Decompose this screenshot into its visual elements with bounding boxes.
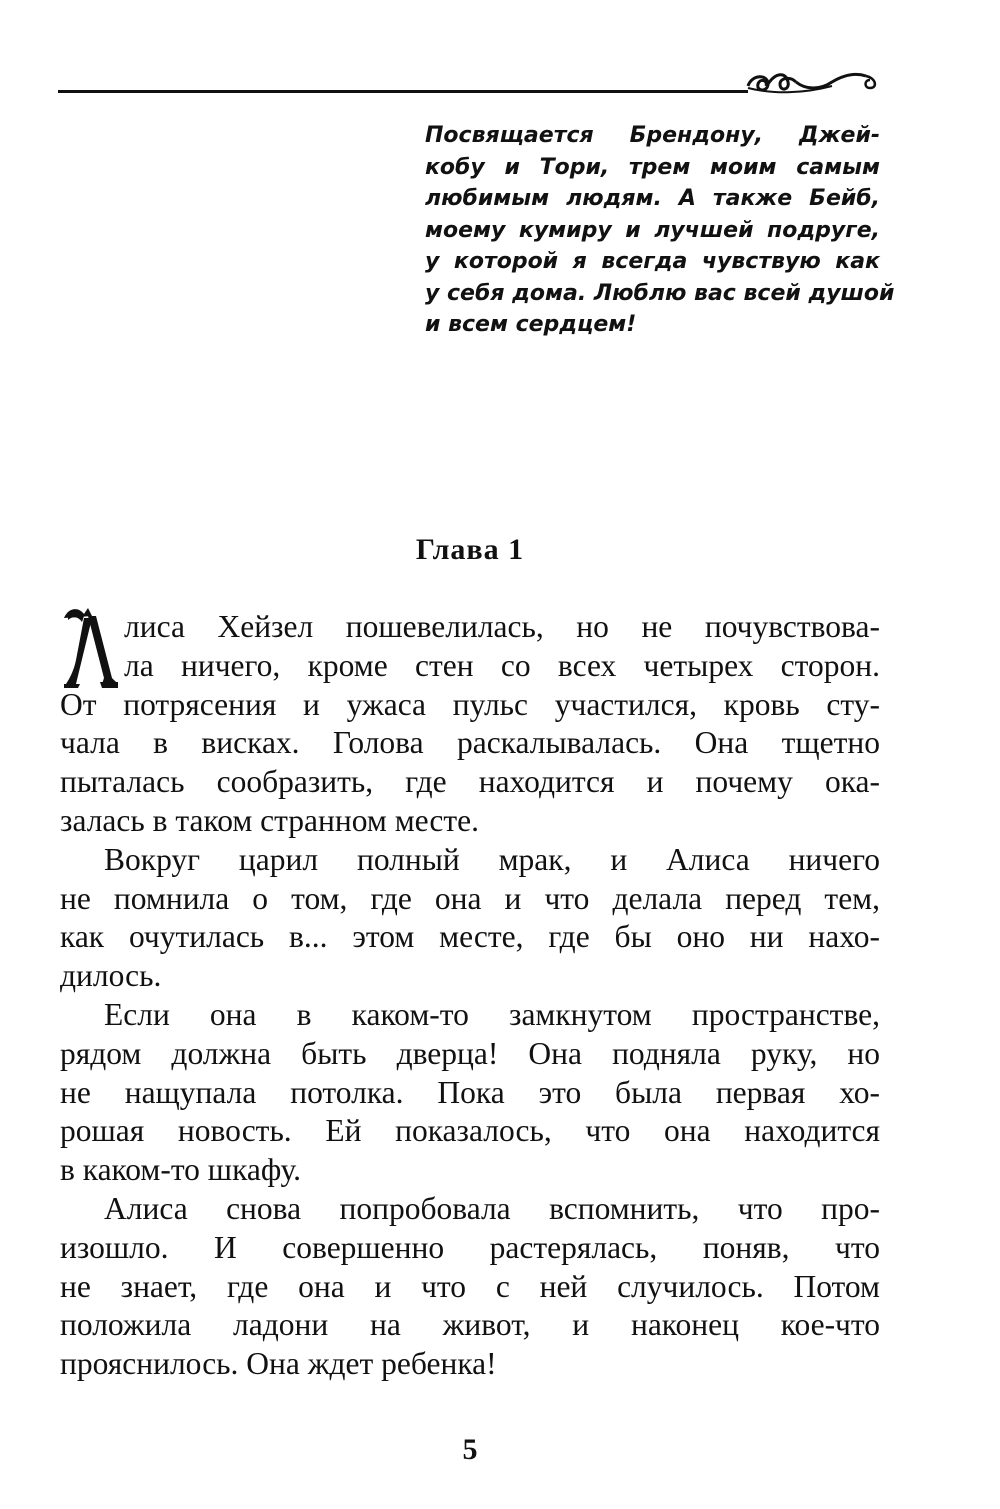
body-line: прояснилось. Она ждет ребенка! [60, 1346, 497, 1382]
body-line: как очутилась в... этом месте, где бы оно ни нахо- [60, 919, 880, 955]
dedication-line: Посвящается Брендону, Джей- [425, 123, 880, 148]
body-line: положила ладони на живот, и наконец кое-что [60, 1307, 880, 1343]
flourish-ornament-icon [742, 64, 882, 104]
body-line: Алиса снова попробовала вспомнить, что про- [104, 1190, 880, 1226]
body-line: изошло. И совершенно растерялась, поняв, что [60, 1229, 880, 1265]
top-rule-divider [58, 90, 748, 93]
dedication [425, 120, 895, 341]
body-line: лиса Хейзел пошевелилась, но не почувствова- [124, 609, 880, 644]
body-line: Если она в каком-то замкнутом пространстве, [104, 996, 880, 1032]
body-line: чала в висках. Голова раскалывалась. Она тщетно [60, 725, 880, 761]
body-line: дилось. [60, 958, 162, 994]
body-line: ла ничего, кроме стен со всех четырех сторон. [124, 647, 880, 683]
chapter-title: Глава 1 [415, 533, 525, 566]
chapter-body [60, 608, 880, 1384]
body-line: не помнила о том, где она и что делала перед тем, [60, 880, 880, 916]
body-line: От потрясения и ужаса пульс участился, кровь сту- [60, 686, 880, 722]
body-line: рядом должна быть дверца! Она подняла руку, но [60, 1035, 880, 1071]
body-line: рошая новость. Ей показалось, что она находится [60, 1113, 880, 1149]
page-number: 5 [462, 1433, 478, 1466]
dedication-line: кобу и Тори, трем моим самым [425, 154, 880, 180]
body-line: не нащупала потолка. Пока это была первая хо- [60, 1074, 880, 1110]
body-line: залась в таком странном месте. [60, 802, 480, 838]
dedication-line: любимым людям. А также Бейб, [425, 186, 880, 211]
body-line: пыталась сообразить, где находится и почему ока- [60, 764, 880, 800]
body-line: Вокруг царил полный мрак, и Алиса ничего [104, 841, 880, 877]
dedication-line: у которой я всегда чувствую как [425, 249, 880, 274]
dedication-line: у себя дома. Люблю вас всей душой [425, 280, 895, 306]
body-line: не знает, где она и что с ней случилось. Потом [60, 1268, 880, 1304]
body-line: в каком-то шкафу. [60, 1152, 301, 1188]
dedication-line: моему кумиру и лучшей подруге, [425, 217, 880, 243]
dedication-line: и всем сердцем! [425, 312, 637, 337]
